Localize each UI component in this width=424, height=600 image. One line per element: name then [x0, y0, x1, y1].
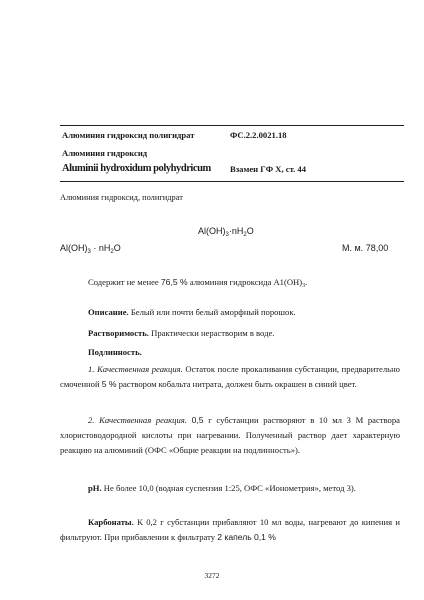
monograph-name-ru: Алюминия гидроксид полигидрат [62, 130, 195, 140]
header-bottom-rule [60, 181, 404, 182]
monograph-name-latin: Aluminii hydroxidum polyhydricum [62, 163, 211, 174]
reaction-2: 2. Качественная реакция. 0,5 г субстанции растворяют в 10 мл 3 М раствора хлористоводородной кислоты при нагревании. Полученный раствор дает характерную реакцию на алюминий (ОФС «Общие реакции на подлинность»). [60, 415, 400, 455]
monograph-replaces: Взамен ГФ Х, ст. 44 [230, 164, 307, 174]
solubility-label: Растворимость. [88, 328, 149, 338]
structural-formula: $Al(OH)_3\cdot nH_2O$ [198, 226, 254, 238]
chemical-name: Алюминия гидроксид, полигидрат [60, 193, 183, 202]
monograph-synonym-ru: Алюминия гидроксид [62, 148, 148, 158]
content-statement: Содержит не менее 76,5 % алюминия гидроксида $А1(ОН)_3$. [88, 277, 308, 289]
description-label: Описание. [88, 307, 129, 317]
molecular-mass: М. м. 78,00 [342, 243, 389, 253]
gross-formula: $Al(OH)_3 \cdot nH_2O$ [60, 243, 121, 255]
carbonates-section: Карбонаты. К 0,2 г субстанции прибавляют 10 мл воды, нагревают до кипения и фильтруют. При прибавлении к фильтрату 2 капель 0,1 % [60, 517, 401, 542]
identity-heading: Подлинность. [88, 347, 142, 357]
reaction-1: 1. Качественная реакция. Остаток после прокаливания субстанции, предварительно смоченной 5 % раствором кобальта нитрата, должен быть окрашен в синий цвет. [60, 364, 400, 389]
description-section: Описание. Белый или почти белый аморфный порошок. [88, 307, 296, 317]
page-number: 3272 [204, 571, 220, 580]
monograph-code: ФС.2.2.0021.18 [230, 130, 287, 140]
solubility-section: Растворимость. Практически нерастворим в воде. [88, 328, 275, 338]
header-top-rule [60, 125, 404, 126]
ph-section: рН. Не более 10,0 (водная суспензия 1:25, ОФС «Ионометрия», метод 3). [88, 483, 356, 493]
